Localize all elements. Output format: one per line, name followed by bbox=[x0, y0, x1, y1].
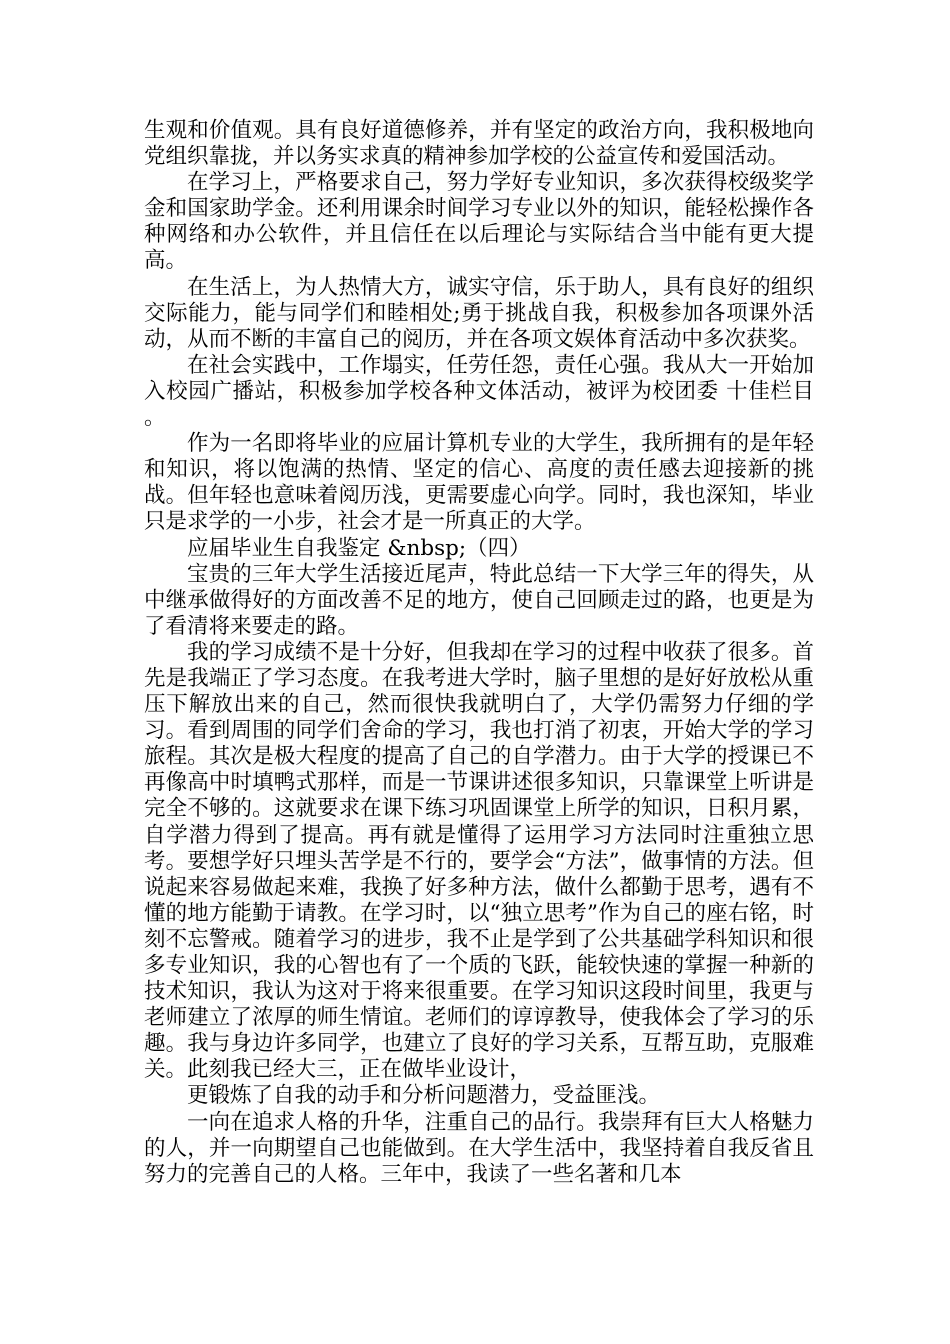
document-page bbox=[144, 118, 814, 1188]
paragraph-8: 我的学习成绩不是十分好，但我却在学习的过程中收获了很多。首先是我端正了学习态度。在我考进大学时，脑子里想的是好好放松从重压下解放出来的自己，然而很快我就明白了，大学仍需努力仔细的学习。看到周围的同学们舍命的学习，我也打消了初衷，开始大学的学习旅程。其次是极大程度的提高了自己的自学潜力。由于大学的授课已不再像高中时填鸭式那样，而是一节课讲述很多知识，只靠课堂上听讲是完全不够的。这就要求在课下练习巩固课堂上所学的知识，日积月累，自学潜力得到了提高。再有就是懂得了运用学习方法同时注重独立思考。要想学好只埋头苦学是不行的，要学会“方法”，做事情的方法。但说起来容易做起来难，我换了好多种方法，做什么都勤于思考，遇有不懂的地方能勤于请教。在学习时，以“独立思考”作为自己的座右铭，时刻不忘警戒。随着学习的进步，我不止是学到了公共基础学科知识和很多专业知识，我的心智也有了一个质的飞跃，能较快速的掌握一种新的技术知识，我认为这对于将来很重要。在学习知识这段时间里，我更与老师建立了浓厚的师生情谊。老师们的谆谆教导，使我体会了学习的乐趣。我与身边许多同学，也建立了良好的学习关系，互帮互助，克服难关。此刻我已经大三，正在做毕业设计， bbox=[144, 639, 814, 1083]
paragraph-7: 宝贵的三年大学生活接近尾声，特此总结一下大学三年的得失，从中继承做得好的方面改善不足的地方，使自己回顾走过的路，也更是为了看清将来要走的路。 bbox=[144, 561, 814, 639]
paragraph-3: 在生活上，为人热情大方，诚实守信，乐于助人，具有良好的组织交际能力，能与同学们和睦相处;勇于挑战自我，积极参加各项课外活动，从而不断的丰富自己的阅历，并在各项文娱体育活动中多次获奖。 bbox=[144, 274, 814, 352]
paragraph-9: 更锻炼了自我的动手和分析问题潜力，受益匪浅。 bbox=[187, 1083, 661, 1109]
paragraph-1: 生观和价值观。具有良好道德修养，并有坚定的政治方向，我积极地向党组织靠拢，并以务实求真的精神参加学校的公益宣传和爱国活动。 bbox=[144, 118, 814, 170]
paragraph-10: 一向在追求人格的升华，注重自己的品行。我崇拜有巨大人格魅力的人，并一向期望自己也能做到。在大学生活中，我坚持着自我反省且努力的完善自己的人格。三年中，我读了一些名著和几本 bbox=[144, 1109, 814, 1187]
paragraph-5: 作为一名即将毕业的应届计算机专业的大学生，我所拥有的是年轻和知识，将以饱满的热情、坚定的信心、高度的责任感去迎接新的挑战。但年轻也意味着阅历浅，更需要虚心向学。同时，我也深知，毕业只是求学的一小步，社会才是一所真正的大学。 bbox=[144, 431, 814, 535]
paragraph-2: 在学习上，严格要求自己，努力学好专业知识，多次获得校级奖学金和国家助学金。还利用课余时间学习专业以外的知识，能轻松操作各种网络和办公软件，并且信任在以后理论与实际结合当中能有更大提高。 bbox=[144, 170, 814, 274]
section-heading: 应届毕业生自我鉴定 &nbsp;（四） bbox=[187, 535, 531, 561]
paragraph-4: 在社会实践中，工作塌实，任劳任怨，责任心强。我从大一开始加入校园广播站，积极参加学校各种文体活动，被评为校团委 十佳栏目 。 bbox=[144, 352, 814, 431]
